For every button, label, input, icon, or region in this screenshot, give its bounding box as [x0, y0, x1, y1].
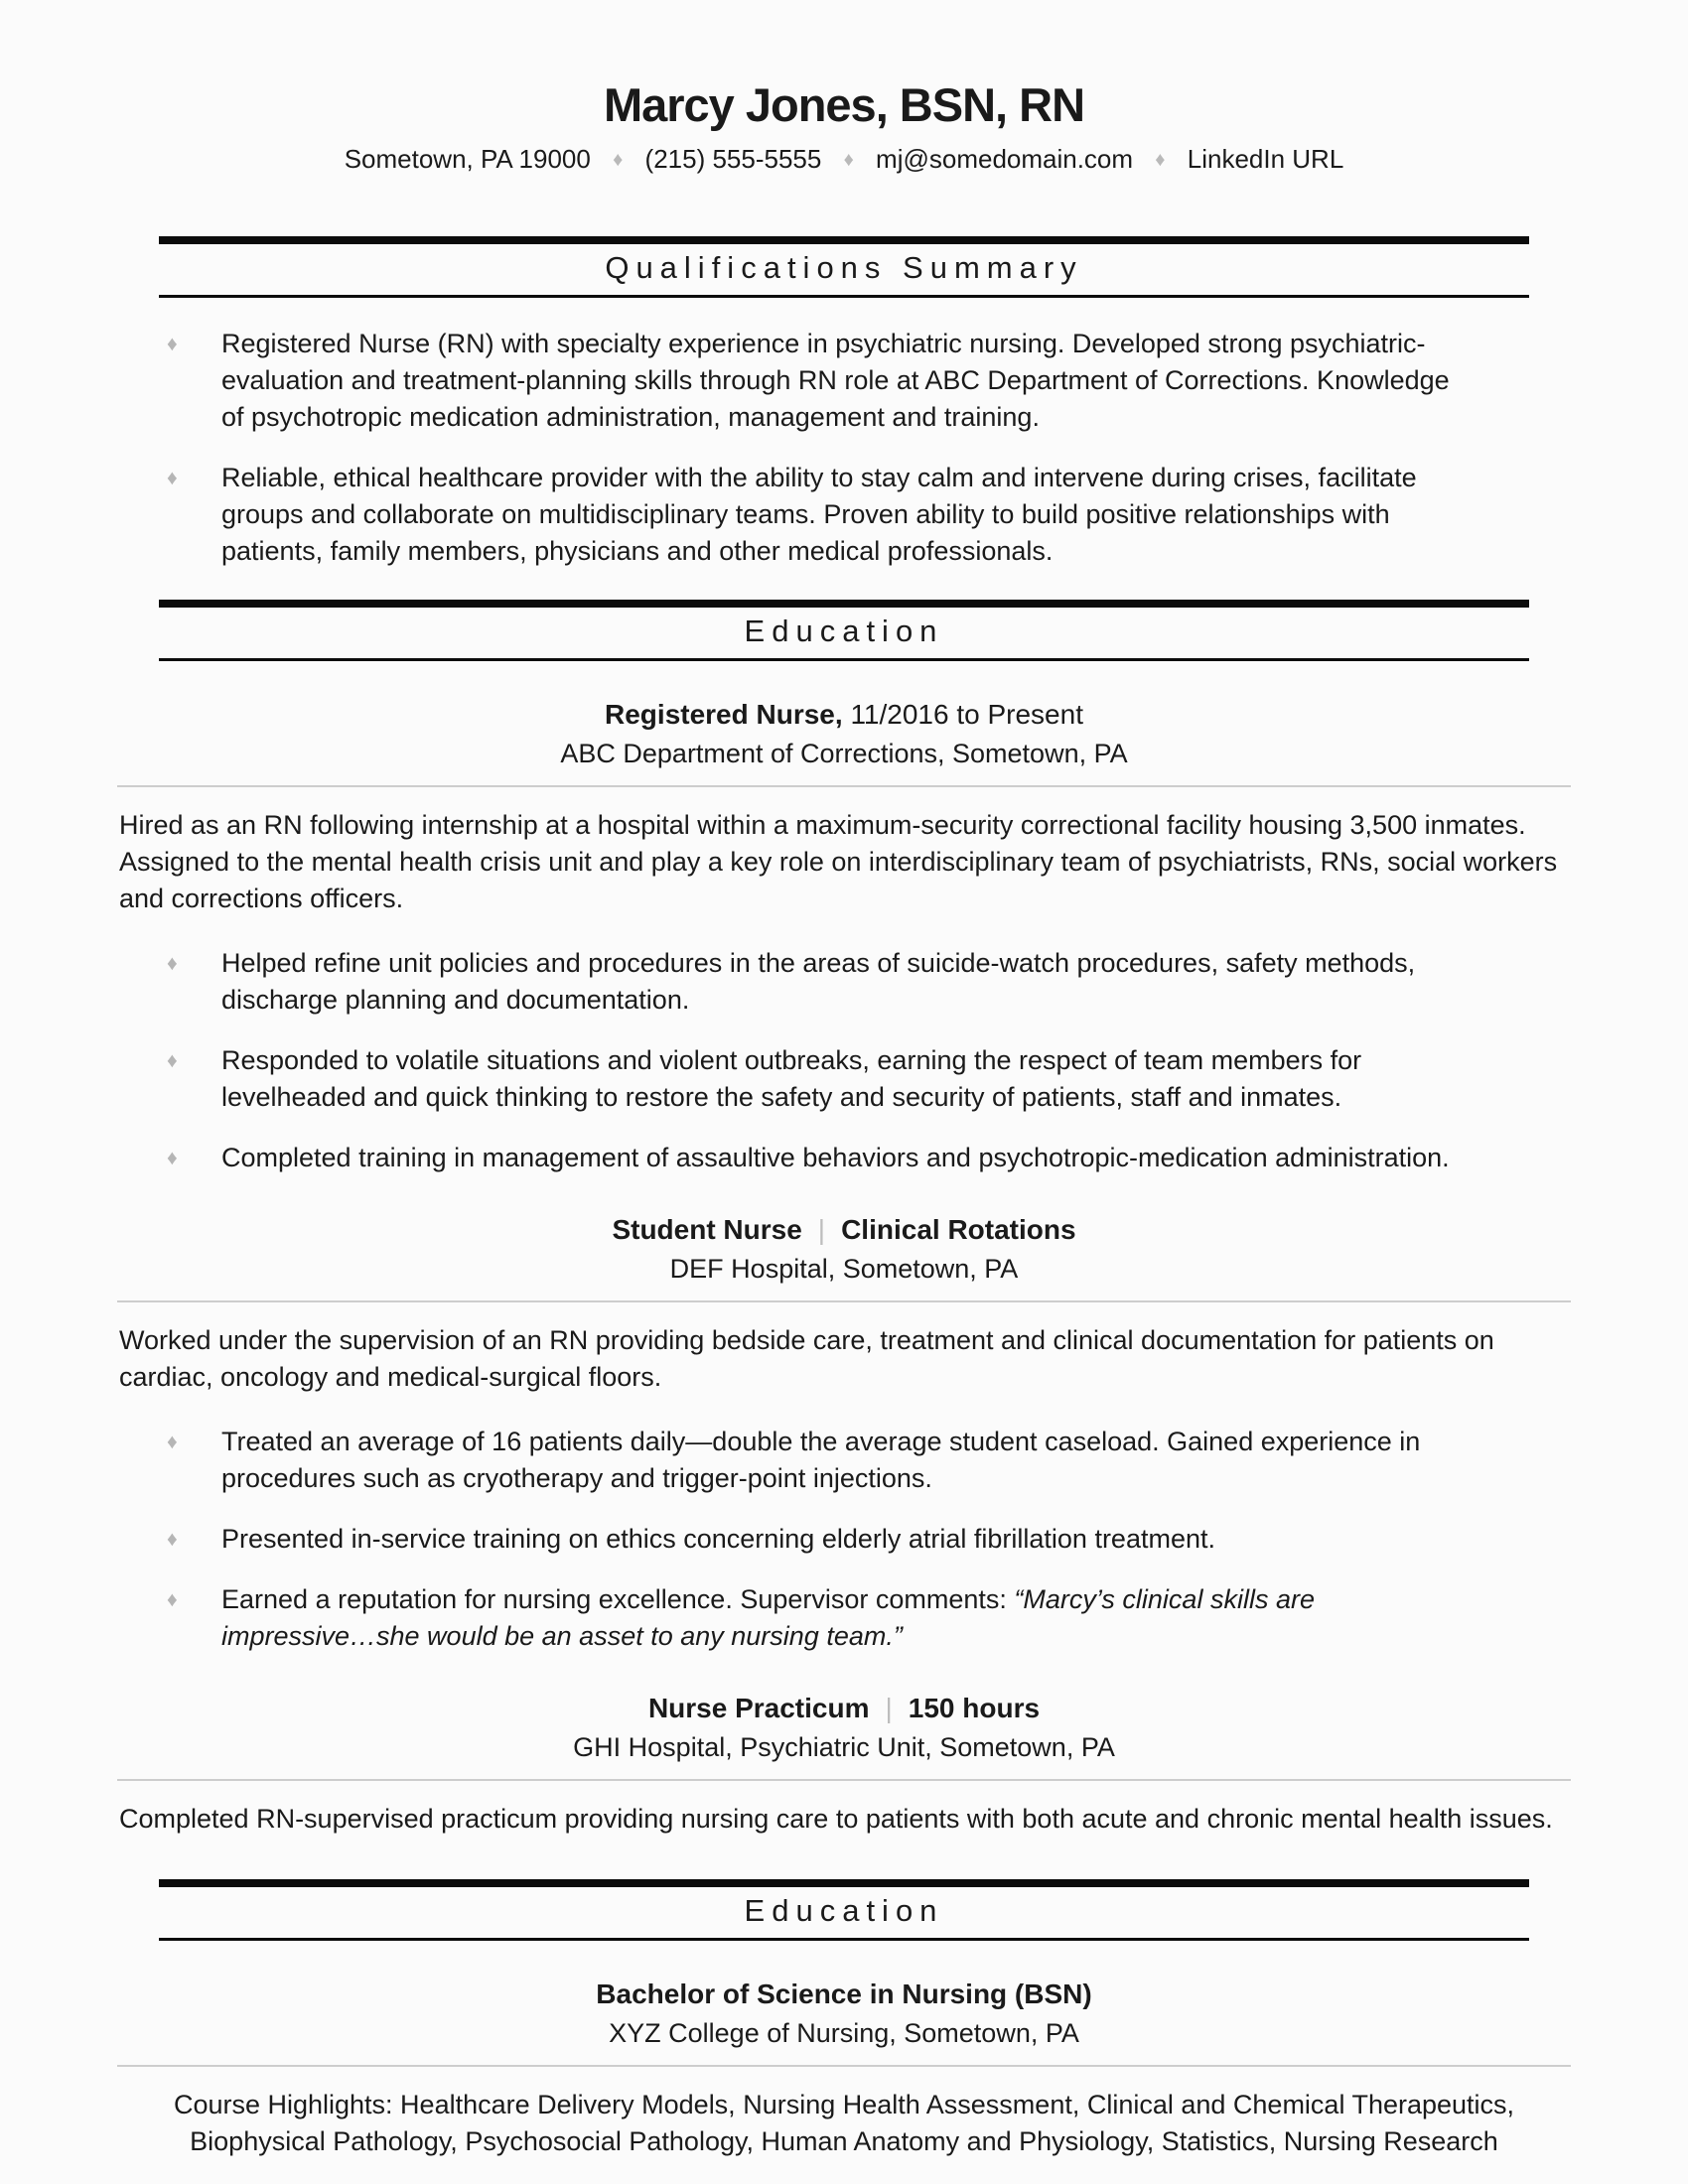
- entry-org: ABC Department of Corrections, Sometown, PA: [560, 739, 1128, 768]
- bullet-text: Earned a reputation for nursing excellence. Supervisor comments:: [221, 1584, 1015, 1614]
- entry-role: Registered Nurse,: [605, 699, 843, 730]
- list-item: [167, 1424, 1455, 1497]
- list-item: [167, 1521, 1455, 1558]
- divider: [117, 2065, 1571, 2067]
- entry-dates: 11/2016 to Present: [850, 699, 1083, 730]
- student-bullet-list: [167, 1424, 1455, 1655]
- contact-line: [0, 144, 1688, 175]
- diamond-separator-icon: ♦: [1155, 149, 1166, 171]
- section-title-education-degree: Education: [159, 1879, 1529, 1941]
- entry-title-nurse-practicum: [0, 1693, 1688, 1724]
- contact-phone: (215) 555-5555: [644, 144, 822, 174]
- entry-role: Student Nurse: [612, 1214, 802, 1245]
- divider: [117, 1779, 1571, 1781]
- degree-title: Bachelor of Science in Nursing (BSN): [596, 1979, 1092, 2009]
- bullet-text: Responded to volatile situations and violent outbreaks, earning the respect of team members for levelheaded and quick thinking to restore the safety and security of patients, staff and inmates.: [221, 1045, 1362, 1112]
- divider: [117, 785, 1571, 787]
- school-name: XYZ College of Nursing, Sometown, PA: [609, 2018, 1079, 2048]
- entry-hours: 150 hours: [908, 1693, 1041, 1723]
- section-title-education-experience: Education: [159, 600, 1529, 661]
- contact-location: Sometown, PA 19000: [344, 144, 591, 174]
- supervisor-quote: “Marcy’s clinical skills are impressive…she would be an asset to any nursing team.”: [221, 1584, 1315, 1651]
- diamond-bullet-icon: ♦: [167, 1528, 178, 1551]
- entry-subrole: Clinical Rotations: [841, 1214, 1076, 1245]
- list-item: [167, 1140, 1455, 1176]
- list-item: [167, 1581, 1455, 1655]
- diamond-separator-icon: ♦: [843, 149, 854, 171]
- entry-org: GHI Hospital, Psychiatric Unit, Sometown, PA: [573, 1732, 1115, 1762]
- bullet-text: Completed training in management of assaultive behaviors and psychotropic-medication administration.: [221, 1143, 1450, 1172]
- entry-intro: Worked under the supervision of an RN providing bedside care, treatment and clinical documentation for patients on cardiac, oncology and medical-surgical floors.: [119, 1325, 1494, 1392]
- diamond-bullet-icon: ♦: [167, 467, 178, 489]
- entry-title-student-nurse: [0, 1214, 1688, 1246]
- entry-intro: Completed RN-supervised practicum providing nursing care to patients with both acute and chronic mental health issues.: [119, 1804, 1553, 1834]
- candidate-name: Marcy Jones, BSN, RN: [603, 78, 1085, 131]
- section-title-qualifications-summary: Qualifications Summary: [159, 236, 1529, 298]
- bullet-text: Helped refine unit policies and procedures in the areas of suicide-watch procedures, safety methods, discharge planning and documentation.: [221, 948, 1416, 1015]
- diamond-bullet-icon: ♦: [167, 333, 178, 355]
- diamond-bullet-icon: ♦: [167, 1147, 178, 1169]
- diamond-bullet-icon: ♦: [167, 1588, 178, 1611]
- diamond-separator-icon: ♦: [613, 149, 624, 171]
- entry-title-registered-nurse: [0, 699, 1688, 731]
- bullet-text: Reliable, ethical healthcare provider with the ability to stay calm and intervene during crises, facilitate groups and collaborate on multidisciplinary teams. Proven ability to build positive relationships with patients, family members, physicians and other medical professionals.: [221, 463, 1417, 566]
- bullet-text: Presented in-service training on ethics concerning elderly atrial fibrillation treatment.: [221, 1524, 1215, 1554]
- list-item: [167, 1042, 1455, 1116]
- contact-linkedin: LinkedIn URL: [1187, 144, 1344, 174]
- diamond-bullet-icon: ♦: [167, 1049, 178, 1072]
- rn-bullet-list: [167, 945, 1455, 1176]
- bullet-text: Treated an average of 16 patients daily—double the average student caseload. Gained experience in procedures such as cryotherapy and trigger-point injections.: [221, 1427, 1421, 1493]
- contact-email: mj@somedomain.com: [876, 144, 1134, 174]
- entry-org: DEF Hospital, Sometown, PA: [669, 1254, 1019, 1284]
- diamond-bullet-icon: ♦: [167, 952, 178, 975]
- title-separator: |: [885, 1693, 893, 1723]
- list-item: [167, 460, 1455, 570]
- entry-intro: Hired as an RN following internship at a hospital within a maximum-security correctional facility housing 3,500 inmates. Assigned to the mental health crisis unit and play a key role on interdisciplinary team of psychiatrists, RNs, social workers and corrections officers.: [119, 810, 1558, 913]
- bullet-text: Registered Nurse (RN) with specialty experience in psychiatric nursing. Developed strong psychiatric-evaluation and treatment-planning skills through RN role at ABC Department of Corrections. Knowledge of psychotropic medication administration, management and training.: [221, 329, 1450, 432]
- list-item: [167, 945, 1455, 1019]
- title-separator: |: [817, 1214, 826, 1245]
- list-item: [167, 326, 1455, 436]
- diamond-bullet-icon: ♦: [167, 1431, 178, 1453]
- course-highlights: Course Highlights: Healthcare Delivery Models, Nursing Health Assessment, Clinical and Chemical Therapeutics, Biophysical Pathology, Psychosocial Pathology, Human Anatomy and Physiology, Statistics, Nursing Research: [173, 2090, 1515, 2156]
- divider: [117, 1300, 1571, 1302]
- summary-bullet-list: [167, 326, 1455, 570]
- entry-role: Nurse Practicum: [647, 1693, 870, 1723]
